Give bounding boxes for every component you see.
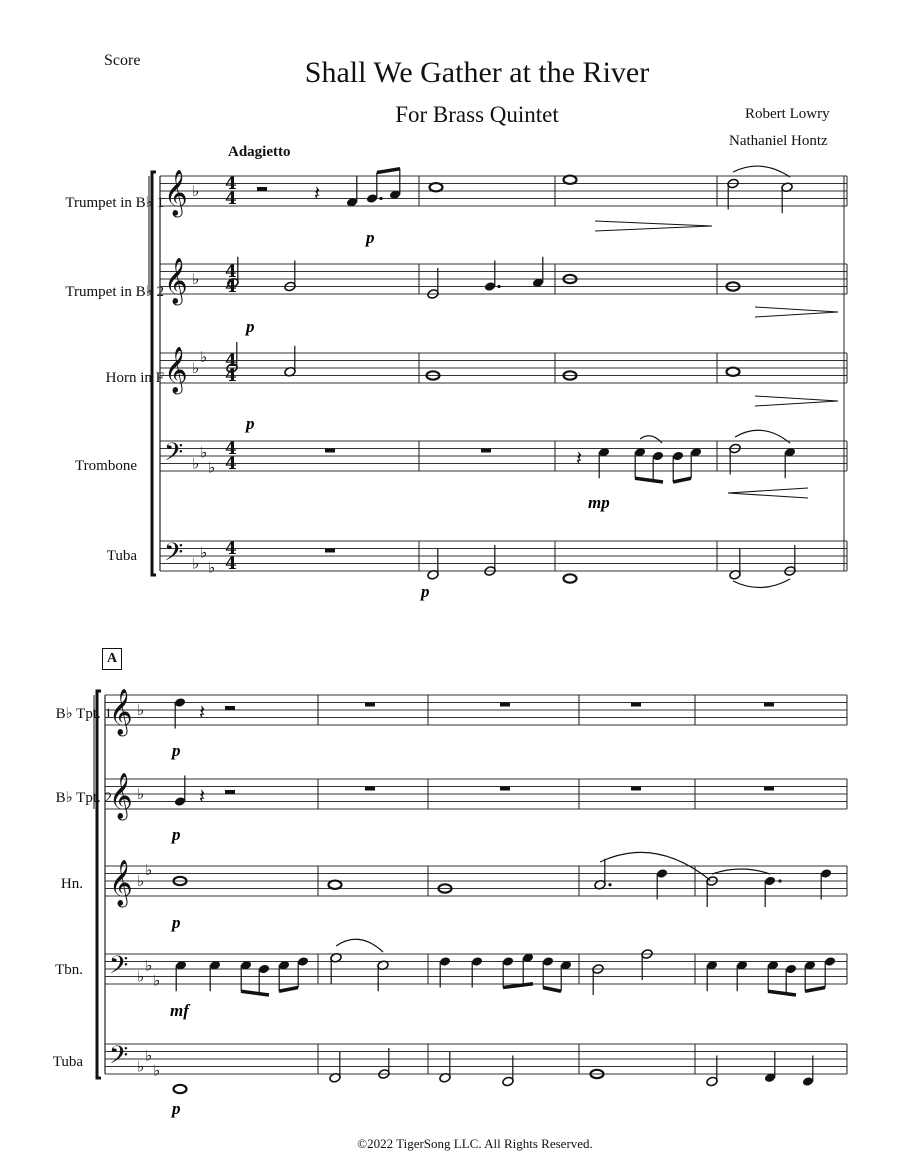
beam	[805, 988, 825, 992]
bass-clef: 𝄢	[164, 438, 184, 473]
treble-clef: 𝄞	[164, 170, 188, 216]
whole-rest	[325, 449, 335, 453]
treble-clef: 𝄞	[109, 689, 133, 735]
staff-lines	[105, 176, 847, 1074]
dynamic-horn-m1: p	[246, 414, 255, 433]
instrument-label-tpt2-short: B♭ Tpt. 2	[55, 790, 112, 806]
quarter-rest: 𝄽	[576, 446, 583, 470]
slur	[336, 939, 383, 952]
instrument-label-tuba-short: Tuba	[52, 1054, 83, 1070]
instrument-label-trombone-short: Tbn.	[55, 962, 83, 978]
dynamic-tpt2-m1: p	[246, 317, 255, 336]
time-signature-numerator: 4	[225, 539, 237, 559]
augmentation-dot	[608, 883, 611, 886]
crescendo-hairpin	[728, 488, 808, 498]
time-signature-numerator: 4	[225, 351, 237, 371]
beam	[543, 988, 561, 992]
whole-rest	[481, 449, 491, 453]
quarter-rest: 𝄽	[199, 700, 206, 724]
time-signature-denominator: 4	[225, 277, 237, 297]
time-signature-denominator: 4	[225, 454, 237, 474]
flat-accidental: ♭	[145, 956, 153, 975]
slur	[733, 166, 790, 177]
dynamic-tuba-A: p	[172, 1099, 181, 1118]
whole-note	[564, 574, 577, 582]
dynamic-trombone-m3: mp	[588, 493, 610, 512]
slur	[733, 579, 790, 588]
treble-clef: 𝄞	[109, 773, 133, 819]
flat-accidental: ♭	[192, 182, 200, 200]
slur	[640, 436, 662, 443]
instrument-label-trumpet-2: Trumpet in B♭ 2	[65, 284, 164, 300]
dynamic-tpt1-A: p	[172, 741, 181, 760]
beam	[377, 169, 400, 173]
instrument-label-tpt1-short: B♭ Tpt. 1	[55, 706, 112, 722]
instrument-label-horn-short: Hn.	[60, 876, 83, 892]
system-bracket	[97, 691, 101, 1078]
piece-title: Shall We Gather at the River	[304, 56, 650, 89]
beam	[279, 988, 298, 992]
score-label: Score	[104, 52, 141, 69]
composer-credit: Robert Lowry	[745, 106, 830, 122]
flat-accidental: ♭	[137, 872, 145, 890]
flat-accidental: ♭	[192, 454, 200, 473]
flat-accidental: ♭	[192, 270, 200, 288]
time-signature-numerator: 4	[225, 262, 237, 282]
decrescendo-hairpin	[595, 221, 712, 231]
beam	[241, 991, 269, 995]
whole-note	[564, 176, 577, 184]
dynamic-tpt1-m1: p	[366, 228, 375, 247]
flat-accidental: ♭	[145, 860, 153, 879]
whole-note	[727, 368, 740, 376]
flat-accidental: ♭	[200, 443, 208, 462]
whole-rest	[365, 787, 375, 791]
flat-accidental: ♭	[137, 785, 145, 803]
whole-rest	[631, 703, 641, 707]
flat-accidental: ♭	[208, 458, 216, 477]
flat-accidental: ♭	[137, 1057, 145, 1076]
decrescendo-hairpin	[755, 396, 838, 406]
rehearsal-mark: A	[102, 648, 122, 670]
treble-clef: 𝄞	[109, 860, 133, 906]
half-rest	[257, 187, 267, 191]
treble-clef: 𝄞	[164, 258, 188, 304]
flat-accidental: ♭	[200, 347, 208, 366]
whole-rest	[500, 787, 510, 791]
augmentation-dot	[497, 285, 500, 288]
quarter-rest: 𝄽	[314, 181, 321, 205]
whole-note	[430, 183, 443, 191]
dynamic-trombone-A: mf	[170, 1001, 189, 1020]
bass-clef: 𝄢	[109, 1041, 129, 1076]
flat-accidental: ♭	[208, 558, 216, 577]
augmentation-dot	[778, 879, 781, 882]
bass-clef: 𝄢	[164, 538, 184, 573]
whole-note	[329, 881, 342, 889]
arranger-credit: Nathaniel Hontz	[729, 133, 828, 149]
time-signature-denominator: 4	[225, 189, 237, 209]
whole-rest	[365, 703, 375, 707]
beam	[673, 478, 691, 482]
copyright-notice: ©2022 TigerSong LLC. All Rights Reserved.	[357, 1136, 593, 1151]
time-signature-denominator: 4	[225, 554, 237, 574]
dynamic-tuba-m2: p	[421, 582, 430, 601]
flat-accidental: ♭	[192, 554, 200, 573]
flat-accidental: ♭	[200, 543, 208, 562]
instrument-label-trombone: Trombone	[75, 458, 137, 474]
time-signature-numerator: 4	[225, 174, 237, 194]
treble-clef: 𝄞	[164, 347, 188, 393]
whole-rest	[764, 787, 774, 791]
decrescendo-hairpin	[755, 307, 838, 317]
flat-accidental: ♭	[153, 971, 161, 990]
flat-accidental: ♭	[192, 359, 200, 377]
barlines	[105, 176, 847, 1074]
whole-rest	[500, 703, 510, 707]
half-rest	[225, 790, 235, 794]
beam	[768, 991, 796, 995]
whole-rest	[325, 549, 335, 553]
whole-note	[174, 1085, 187, 1093]
dynamic-horn-A: p	[172, 913, 181, 932]
system-bracket	[152, 172, 156, 575]
flat-accidental: ♭	[145, 1046, 153, 1065]
half-rest	[225, 706, 235, 710]
piece-subtitle: For Brass Quintet	[395, 102, 559, 127]
augmentation-dot	[379, 197, 382, 200]
dynamic-tpt2-A: p	[172, 825, 181, 844]
instrument-label-tuba: Tuba	[106, 548, 137, 564]
tempo-marking: Adagietto	[228, 144, 291, 160]
bass-clef: 𝄢	[109, 951, 129, 986]
whole-rest	[764, 703, 774, 707]
quarter-rest: 𝄽	[199, 784, 206, 808]
time-signature-denominator: 4	[225, 366, 237, 386]
flat-accidental: ♭	[137, 701, 145, 719]
instrument-label-trumpet-1: Trumpet in B♭ 1	[65, 195, 164, 211]
instrument-label-horn: Horn in F	[105, 370, 164, 386]
flat-accidental: ♭	[137, 967, 145, 986]
time-signature-numerator: 4	[225, 439, 237, 459]
whole-rest	[631, 787, 641, 791]
flat-accidental: ♭	[153, 1061, 161, 1080]
beam	[635, 478, 663, 482]
